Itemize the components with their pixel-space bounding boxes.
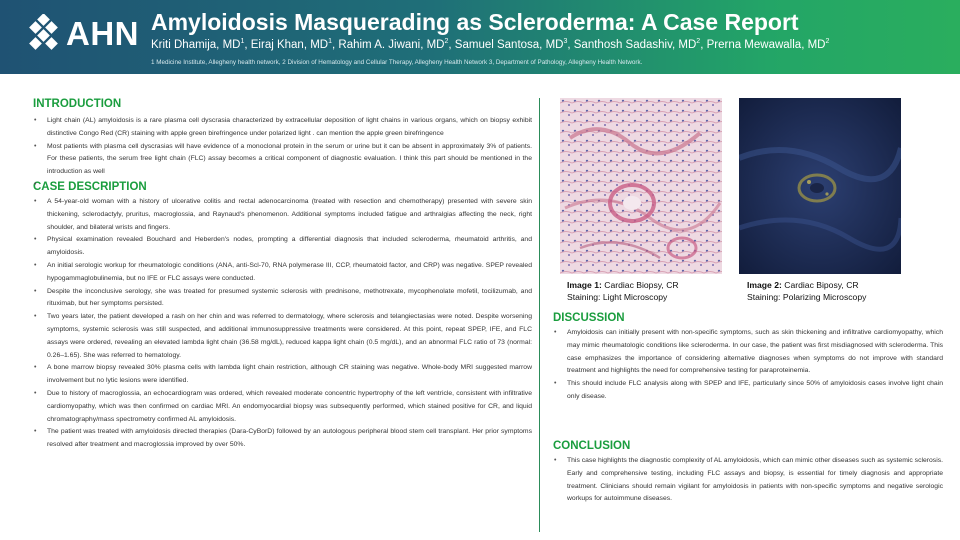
list-item: • This case highlights the diagnostic complexity of AL amyloidosis, which can mimic other diseases such as systemic sclerosis. Early and comprehensive testing, including FLC assays and biopsy, is essential for timely diagnosis and appropriate treatment. Clinicians should remain vigilant for amyloidosis in patients with non-specific symptoms and negative serologic workups for autoimmune diseases.: [553, 455, 943, 506]
list-item: • A 54-year-old woman with a history of ulcerative colitis and rectal adenocarcinoma (treated with resection and chemotherapy) presented with severe skin thickening, sclerodactyly, pruritus, macroglossia, and Raynaud's phenomenon. Additional symptoms included fatigue and arthralgias affecting the neck, right shoulder, and bilateral wrists and fingers.: [33, 196, 532, 234]
list-item: • This should include FLC analysis along with SPEP and IFE, particularly since 50% of amyloidosis cases involve light chain only disease.: [553, 378, 943, 404]
case-description-list: [33, 196, 532, 452]
caption-text: Cardiac Biposy, CR: [781, 280, 859, 290]
affiliations: 1 Medicine Institute, Allegheny health network, 2 Division of Hematology and Cellular Therapy, Allegheny Health Network 3, Department of Pathology, Allegheny Health Network.: [151, 59, 643, 66]
list-item: • Light chain (AL) amyloidosis is a rare plasma cell dyscrasia characterized by extracellular deposition of light chains in various organs, which on biopsy exhibit distinctive Congo Red (CR) staining with apple green birefringence under polarized light . can mention the apple green birefringence: [33, 115, 532, 141]
list-item: • Amyloidosis can initially present with non-specific symptoms, such as skin thickening and infiltrative cardiomyopathy, which may mimic rheumatologic conditions like scleroderma. In our case, the patient was first misdiagnosed with scleroderma. This case emphasizes the importance of considering alternative diagnoses when symptoms do not improve with standard treatment and highlights the need for comprehensive testing for paraproteinemia.: [553, 327, 943, 378]
author-name: Samuel Santosa, MD: [454, 39, 564, 51]
list-item: • The patient was treated with amyloidosis directed therapies (Dara-CyBorD) followed by an autologous peripheral blood stem cell transplant. Her prior symptoms resolved after treatment and macroglossia improved by over 50%.: [33, 426, 532, 452]
pink-stained-tissue-micrograph: [560, 98, 722, 274]
figure-cardiac-biopsy-polarized: [739, 98, 901, 274]
author-affiliation-number: 3: [563, 38, 568, 46]
conclusion-section: [553, 440, 943, 506]
caption-text: Staining: Polarizing Microscopy: [747, 291, 867, 302]
author-affiliation-number: 1: [240, 38, 245, 46]
list-item: • Most patients with plasma cell dyscrasias will have evidence of a monoclonal protein in the serum or urine but it can be absent in approximately 3% of patients. For these patients, the serum free light chain (FLC) assay becomes a critical component of diagnostic evaluation. I think this part should be mentioned in the introduction as well: [33, 141, 532, 179]
figure-cardiac-biopsy-light: [560, 98, 722, 274]
case-description-heading: CASE DESCRIPTION: [33, 180, 147, 193]
list-item: • Physical examination revealed Bouchard and Heberden's nodes, prompting a differential diagnosis that included scleroderma, rheumatoid arthritis, and amyloidosis.: [33, 234, 532, 260]
author-name: Eiraj Khan, MD: [250, 39, 329, 51]
introduction-heading: INTRODUCTION: [33, 98, 122, 110]
left-column: [33, 98, 532, 452]
caption-label: Image 2:: [747, 280, 782, 290]
conclusion-list: [553, 455, 943, 506]
caption-text: Cardiac Biopsy, CR: [601, 280, 679, 290]
column-divider: [539, 98, 540, 532]
dark-blue-polarized-micrograph: [739, 98, 901, 274]
poster-header: [0, 0, 960, 74]
author-name: Rahim A. Jiwani, MD: [338, 39, 445, 51]
author-name: Prerna Mewawalla, MD: [706, 39, 826, 51]
author-affiliation-number: 2: [696, 38, 701, 46]
author-name: Santhosh Sadashiv, MD: [573, 39, 697, 51]
figure-caption-2: [747, 280, 866, 303]
author-list: Kriti Dhamija, $MD^1$, Eiraj Khan, $MD^1$, Rahim A. Jiwani, $MD^2$, Samuel Santosa, $MD^3$, Santhosh Sadashiv, $MD^2$, Prerna Mewawalla, $MD^2$: [151, 38, 830, 51]
author-affiliation-number: 2: [444, 38, 449, 46]
introduction-list: [33, 115, 532, 179]
figure-caption-1: [567, 280, 679, 303]
logo-text: AHN: [66, 15, 139, 52]
author-affiliation-number: 1: [328, 38, 333, 46]
diamond-lattice-icon: [26, 14, 62, 52]
conclusion-heading: CONCLUSION: [553, 440, 631, 452]
poster-title: Amyloidosis Masquerading as Scleroderma: A Case Report: [151, 9, 799, 35]
caption-text: Staining: Light Microscopy: [567, 291, 668, 302]
ahn-logo: [26, 14, 138, 54]
author-name: Kriti Dhamija, MD: [151, 39, 241, 51]
list-item: • Despite the inconclusive serology, she was treated for presumed systemic sclerosis with prednisone, methotrexate, mycophenolate mofetil, tocilizumab, and rituximab, but her symptoms persisted.: [33, 286, 532, 312]
author-affiliation-number: 2: [825, 38, 830, 46]
discussion-heading: DISCUSSION: [553, 312, 625, 324]
list-item: • A bone marrow biopsy revealed 30% plasma cells with lambda light chain restriction, although CR staining was negative. Whole-body MRI suggested marrow involvement but no lytic lesions were identified.: [33, 362, 532, 388]
discussion-list: [553, 327, 943, 404]
caption-label: Image 1:: [567, 280, 602, 290]
list-item: • Two years later, the patient developed a rash on her chin and was referred to dermatology, where sclerosis and telangiectasias were noted. Despite worsening symptoms, systemic sclerosis was still suspected, and additional immunosuppressive treatments were considered. At this point, repeat SPEP, IFE, and FLC assays were ordered, revealing an elevated lambda light chain (36.58 mg/dL), reduced kappa light chain (0.5 mg/dL), and an abnormal FLC ratio of 73 (normal: 0.26–1.65). She was referred to hematology.: [33, 311, 532, 362]
list-item: • An initial serologic workup for rheumatologic conditions (ANA, anti-Scl-70, RNA polymerase III, CCP, rheumatoid factor, and CRP) was negative. SPEP revealed hypogammaglobulinemia, but no IFE or FLC assays were conducted.: [33, 260, 532, 286]
list-item: • Due to history of macroglossia, an echocardiogram was ordered, which revealed moderate concentric hypertrophy of the left ventricle, consistent with infiltrative cardiomyopathy, which was then confirmed on cardiac MRI. An endomyocardial biopsy was subsequently performed, which stained positive for CR, and liquid chromatography/mass spectrometry confirmed AL amyloidosis.: [33, 388, 532, 426]
discussion-section: [553, 312, 943, 404]
